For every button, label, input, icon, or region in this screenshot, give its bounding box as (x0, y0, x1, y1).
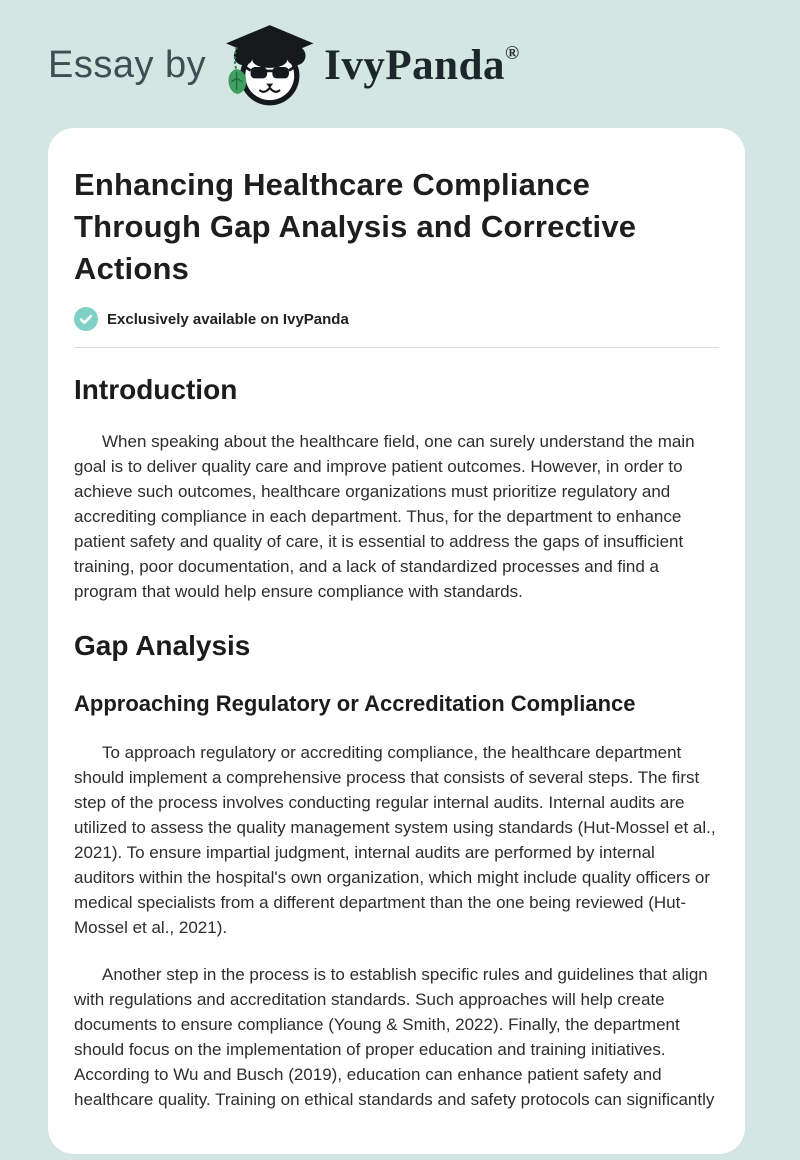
check-icon (74, 307, 98, 331)
panda-graduate-icon (220, 23, 316, 111)
brand-name: IvyPanda (324, 41, 506, 89)
section-heading-gap-analysis: Gap Analysis (74, 630, 251, 661)
brand-wordmark (324, 41, 520, 90)
section-heading-introduction: Introduction (74, 374, 238, 405)
exclusive-badge-label: Exclusively available on IvyPanda (107, 310, 349, 328)
essay-by-label: Essay by (48, 43, 207, 86)
site-header (0, 0, 800, 96)
registered-mark: ® (505, 43, 520, 65)
subsection-heading-approaching-compliance: Approaching Regulatory or Accreditation Compliance (74, 691, 636, 716)
paragraph-compliance-2: Another step in the process is to establish specific rules and guidelines that align with regulations and accreditation standards. Such approaches will help create documents to ensure compliance (Young & Smith, 2022). Finally, the department should focus on the implementation of proper education and training initiatives. According to Wu and Busch (2019), education can enhance patient safety and healthcare quality. Training on ethical standards and safety protocols can significantly (74, 965, 715, 1109)
paragraph-compliance-1: To approach regulatory or accrediting compliance, the healthcare department should implement a comprehensive process that consists of several steps. The first step of the process involves conducting regular internal audits. Internal audits are utilized to assess the quality management system using standards (Hut-Mossel et al., 2021). To ensure impartial judgment, internal audits are performed by internal auditors within the hospital's own organization, which might include quality officers or medical specialists from a different department than the one being reviewed (Hut-Mossel et al., 2021). (74, 743, 716, 937)
essay-card (48, 128, 745, 1154)
paragraph-introduction-1: When speaking about the healthcare field, one can surely understand the main goal is to deliver quality care and improve patient outcomes. However, in order to achieve such outcomes, healthcare organizations must prioritize regulatory and accrediting compliance in each department. Thus, for the department to enhance patient safety and quality of care, it is essential to address the gaps of insufficient training, poor documentation, and a lack of standardized processes and find a program that would help ensure compliance with standards. (74, 432, 695, 601)
divider (74, 347, 719, 348)
exclusive-badge (74, 307, 719, 331)
page-title: Enhancing Healthcare Compliance Through Gap Analysis and Corrective Actions (74, 167, 637, 286)
